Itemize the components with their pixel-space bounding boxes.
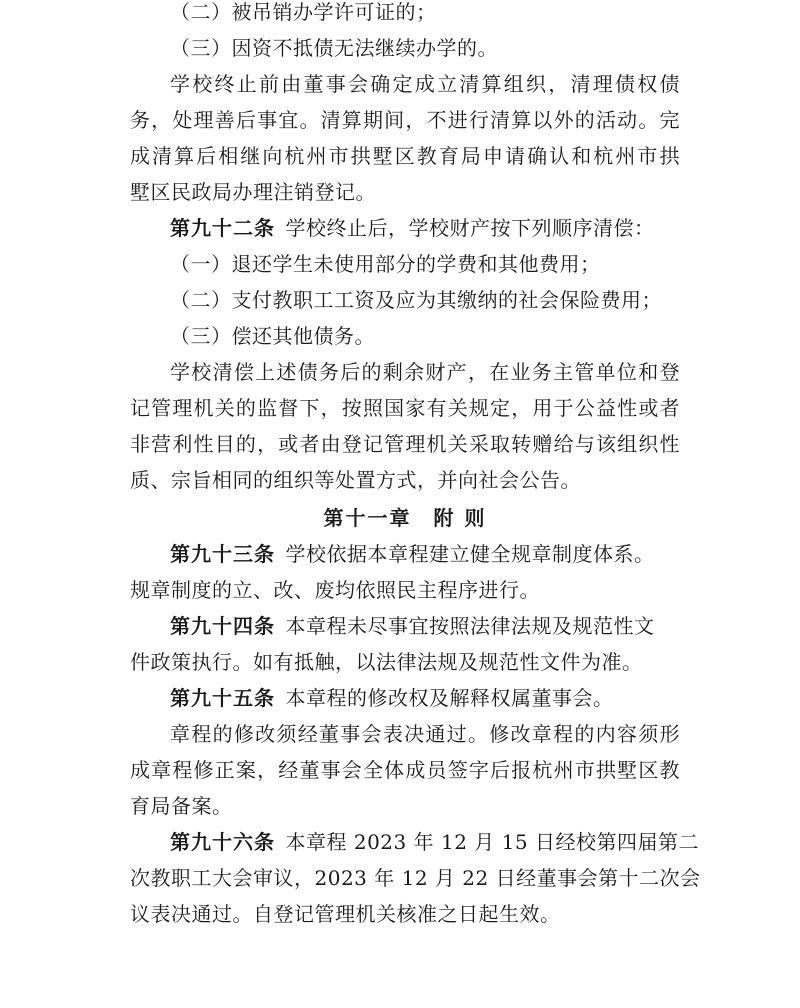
list-item: （三）偿还其他债务。 bbox=[170, 324, 375, 348]
chapter-title: 第十一章 附 则 bbox=[323, 506, 487, 530]
paragraph-line: 墅区民政局办理注销登记。 bbox=[130, 180, 376, 204]
article-95 bbox=[170, 680, 614, 716]
list-item: （三）因资不抵债无法继续办学的。 bbox=[170, 36, 498, 60]
paragraph-line: 质、宗旨相同的组织等处置方式，并向社会公告。 bbox=[130, 468, 581, 492]
paragraph-line: 非营利性目的，或者由登记管理机关采取转赠给与该组织性 bbox=[130, 432, 680, 456]
article-94 bbox=[170, 608, 655, 644]
article-text: 本章程未尽事宜按照法律法规及规范性文 bbox=[285, 614, 655, 638]
paragraph-line: 学校清偿上述债务后的剩余财产，在业务主管单位和登 bbox=[170, 360, 680, 384]
article-number: 第九十六条 bbox=[170, 830, 275, 854]
article-93 bbox=[170, 536, 655, 572]
article-text: 本章程的修改权及解释权属董事会。 bbox=[285, 686, 614, 710]
paragraph-line: 成清算后相继向杭州市拱墅区教育局申请确认和杭州市拱 bbox=[130, 144, 680, 168]
article-number: 第九十二条 bbox=[170, 216, 275, 240]
article-number: 第九十四条 bbox=[170, 614, 275, 638]
article-text: 学校终止后，学校财产按下列顺序清偿： bbox=[285, 216, 655, 240]
paragraph-line: 章程的修改须经董事会表决通过。修改章程的内容须形 bbox=[170, 722, 680, 746]
article-number: 第九十五条 bbox=[170, 686, 275, 710]
paragraph-line: 次教职工大会审议，2023 年 12 月 22 日经董事会第十二次会 bbox=[130, 866, 701, 890]
paragraph-line: 规章制度的立、改、废均依照民主程序进行。 bbox=[130, 578, 540, 602]
list-item: （二）被吊销办学许可证的； bbox=[170, 0, 437, 24]
paragraph-line: 务，处理善后事宜。清算期间，不进行清算以外的活动。完 bbox=[130, 108, 680, 132]
paragraph-line: 件政策执行。如有抵触，以法律法规及规范性文件为准。 bbox=[130, 650, 643, 674]
paragraph-line: 成章程修正案，经董事会全体成员签字后报杭州市拱墅区教 bbox=[130, 758, 680, 782]
paragraph-line: 记管理机关的监督下，按照国家有关规定，用于公益性或者 bbox=[130, 396, 680, 420]
article-number: 第九十三条 bbox=[170, 542, 275, 566]
list-item: （一）退还学生未使用部分的学费和其他费用； bbox=[170, 252, 601, 276]
list-item: （二）支付教职工工资及应为其缴纳的社会保险费用； bbox=[170, 288, 662, 312]
article-text: 本章程 2023 年 12 月 15 日经校第四届第二 bbox=[285, 830, 699, 854]
paragraph-line: 学校终止前由董事会确定成立清算组织，清理债权债 bbox=[170, 72, 680, 96]
article-92 bbox=[170, 210, 655, 246]
article-text: 学校依据本章程建立健全规章制度体系。 bbox=[285, 542, 655, 566]
paragraph-line: 育局备案。 bbox=[130, 794, 233, 818]
paragraph-line: 议表决通过。自登记管理机关核准之日起生效。 bbox=[130, 902, 561, 926]
article-96 bbox=[170, 824, 699, 860]
